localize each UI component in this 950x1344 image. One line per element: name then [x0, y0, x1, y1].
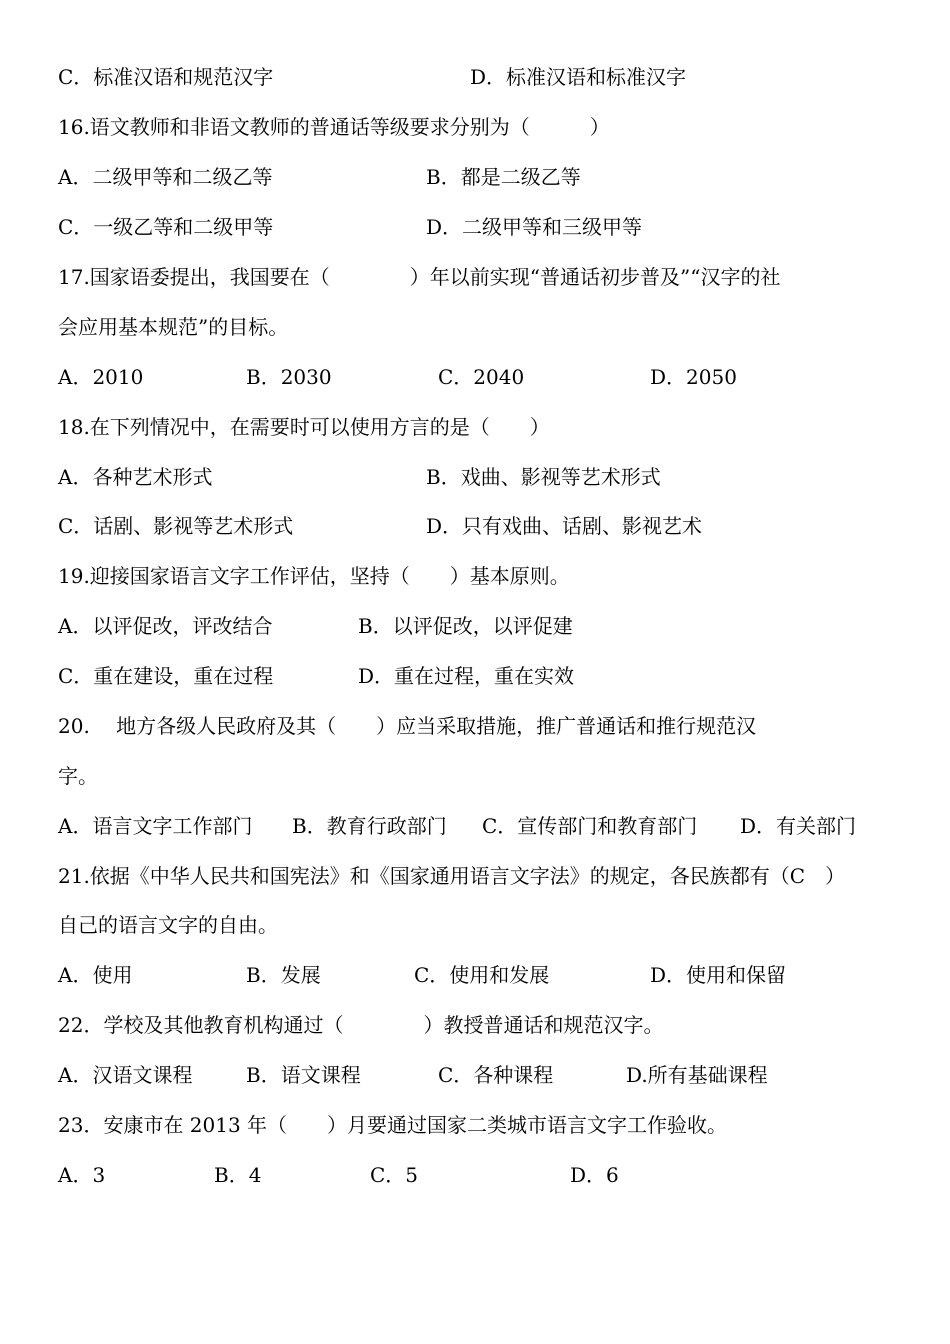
- question-20-option-a: A．语言文字工作部门: [58, 814, 253, 838]
- question-23-option-b: B．4: [214, 1163, 262, 1187]
- question-17-option-b: B．2030: [246, 365, 332, 389]
- question-17-stem-line-1: 17.国家语委提出，我国要在（ ）年以前实现“普通话初步普及”“汉字的社: [58, 265, 781, 289]
- question-21-option-c: C．使用和发展: [414, 963, 550, 987]
- question-20-stem-line-1: 20. 地方各级人民政府及其（ ）应当采取措施，推广普通话和推行规范汉: [58, 714, 757, 738]
- question-20-option-b: B．教育行政部门: [292, 814, 447, 838]
- question-22-option-c: C．各种课程: [438, 1063, 554, 1087]
- question-22-option-d: D.所有基础课程: [626, 1063, 768, 1087]
- question-17-option-d: D．2050: [650, 365, 737, 389]
- question-18-option-d: D．只有戏曲、话剧、影视艺术: [426, 514, 703, 538]
- question-19-option-c: C．重在建设，重在过程: [58, 664, 274, 688]
- question-18-option-b: B．戏曲、影视等艺术形式: [426, 465, 661, 489]
- question-20-option-d: D．有关部门: [740, 814, 857, 838]
- question-22-option-b: B．语文课程: [246, 1063, 361, 1087]
- question-21-option-b: B．发展: [246, 963, 321, 987]
- question-19-option-d: D．重在过程，重在实效: [358, 664, 575, 688]
- question-21-option-d: D．使用和保留: [650, 963, 787, 987]
- question-18-option-c: C．话剧、影视等艺术形式: [58, 514, 294, 538]
- question-23-option-c: C．5: [370, 1163, 419, 1187]
- question-18-stem: 18.在下列情况中，在需要时可以使用方言的是（ ）: [58, 415, 550, 439]
- question-22-stem: 22．学校及其他教育机构通过（ ）教授普通话和规范汉字。: [58, 1013, 664, 1037]
- question-23-option-d: D．6: [570, 1163, 619, 1187]
- question-20-option-c: C．宣传部门和教育部门: [482, 814, 698, 838]
- question-16-option-c: C．一级乙等和二级甲等: [58, 215, 274, 239]
- question-21-stem-line-1: 21.依据《中华人民共和国宪法》和《国家通用语言文字法》的规定，各民族都有（C ）: [58, 864, 846, 888]
- question-19-option-a: A．以评促改，评改结合: [58, 614, 273, 638]
- question-19-option-b: B．以评促改，以评促建: [358, 614, 573, 638]
- question-15-option-d: D．标准汉语和标准汉字: [470, 65, 687, 89]
- question-21-stem-line-2: 自己的语言文字的自由。: [58, 913, 278, 937]
- question-23-stem: 23．安康市在 2013 年（ ）月要通过国家二类城市语言文字工作验收。: [58, 1113, 728, 1137]
- question-16-option-d: D．二级甲等和三级甲等: [426, 215, 643, 239]
- question-23-option-a: A．3: [58, 1163, 106, 1187]
- question-18-option-a: A．各种艺术形式: [58, 465, 213, 489]
- question-19-stem: 19.迎接国家语言文字工作评估，坚持（ ）基本原则。: [58, 564, 570, 588]
- question-21-option-a: A．使用: [58, 963, 133, 987]
- question-16-option-a: A．二级甲等和二级乙等: [58, 165, 273, 189]
- question-16-option-b: B．都是二级乙等: [426, 165, 581, 189]
- question-16-stem: 16.语文教师和非语文教师的普通话等级要求分别为（ ）: [58, 115, 610, 139]
- question-17-option-c: C．2040: [438, 365, 525, 389]
- question-15-option-c: C．标准汉语和规范汉字: [58, 65, 274, 89]
- question-17-option-a: A．2010: [58, 365, 144, 389]
- question-22-option-a: A．汉语文课程: [58, 1063, 193, 1087]
- question-17-stem-line-2: 会应用基本规范”的目标。: [58, 315, 289, 339]
- question-20-stem-line-2: 字。: [58, 764, 98, 788]
